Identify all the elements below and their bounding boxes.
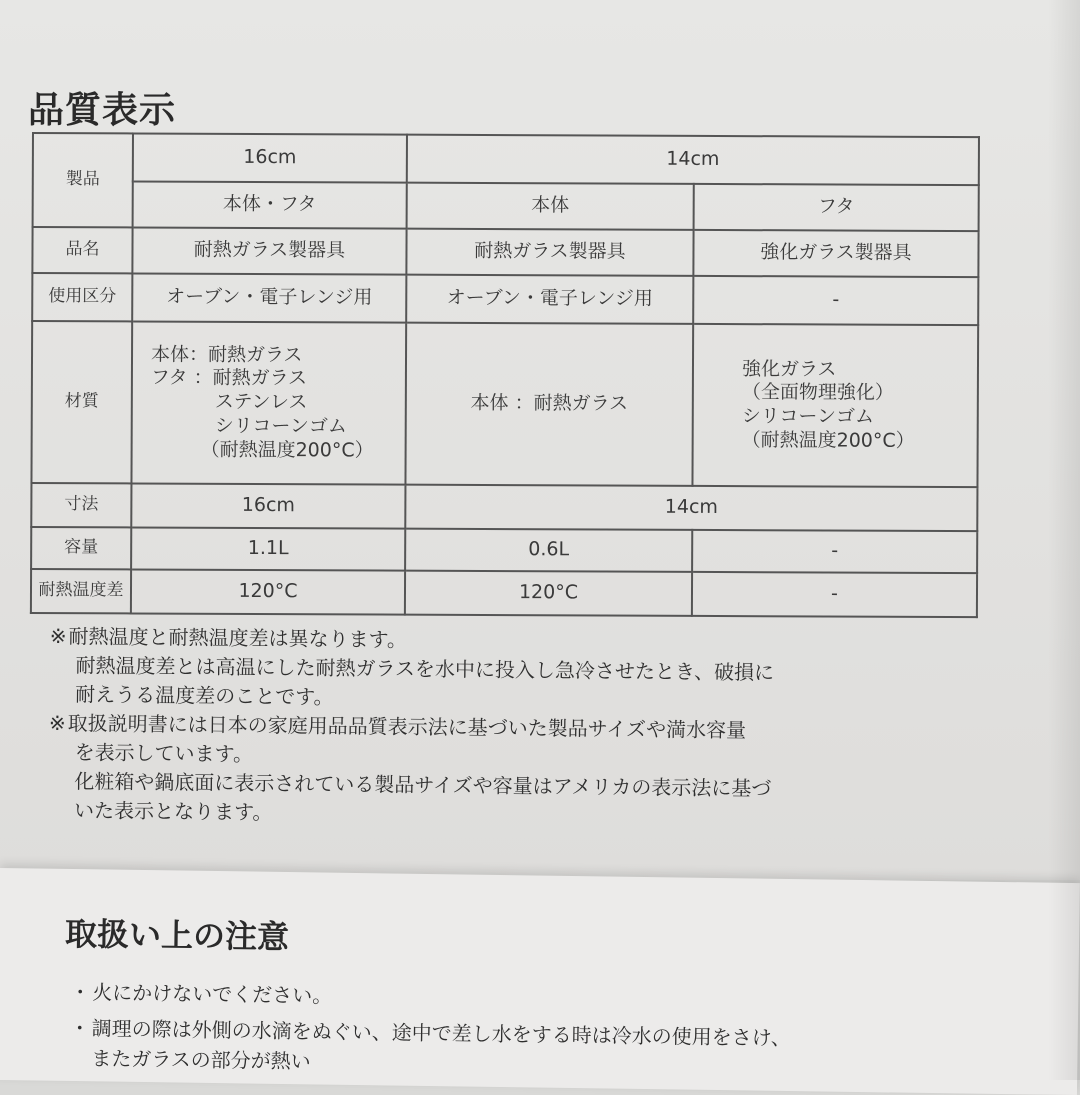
cell-name-16: 耐熱ガラス製器具 [132, 227, 406, 274]
cell-name-lid: 強化ガラス製器具 [693, 230, 978, 277]
footnote-line: 化粧箱や鍋底面に表示されている製品サイズや容量はアメリカの表示法に基づ [74, 769, 772, 801]
footnote [48, 709, 929, 834]
cell-temp-diff-lid: - [692, 572, 977, 617]
footnote-lead: 取扱説明書には日本の家庭用品品質表示法に基づいた製品サイズや満水容量 [67, 711, 747, 743]
precaution-text: 火にかけないでください。 [92, 980, 333, 1008]
table-row [31, 483, 977, 531]
row-label-dimension: 寸法 [31, 483, 131, 527]
table-row [31, 527, 977, 573]
table-row [33, 181, 979, 231]
table-row [31, 569, 977, 617]
cell-usage-lid: - [693, 276, 978, 325]
cell-dimension-14: 14cm [405, 485, 977, 531]
cell-material-lid [692, 324, 978, 487]
material-line: （全面物理強化） [741, 381, 894, 405]
footnote [49, 622, 930, 718]
col-header-16cm: 16cm [133, 133, 407, 182]
footnote-line: いた表示となります。 [73, 798, 273, 825]
footnote-line: を表示しています。 [74, 740, 254, 767]
footnote-mark: ※ [49, 623, 67, 649]
cell-temp-diff-body: 120°C [405, 571, 692, 616]
row-label-capacity: 容量 [31, 527, 131, 569]
cell-material-16 [131, 321, 406, 484]
bullet-mark: ・ [69, 1015, 90, 1041]
page-edge-shadow [1048, 0, 1080, 1080]
list-item [69, 1013, 970, 1086]
footnote-mark: ※ [48, 710, 66, 736]
cell-temp-diff-16: 120°C [131, 569, 405, 614]
cell-material-body: 本体 ：耐熱ガラス [405, 323, 693, 486]
cell-usage-16: オーブン・電子レンジ用 [132, 273, 406, 322]
col-header-14cm: 14cm [407, 135, 979, 185]
cell-dimension-16: 16cm [131, 483, 405, 528]
list-item [70, 977, 970, 1020]
material-line: シリコーンゴム [741, 405, 875, 428]
bullet-mark: ・ [70, 979, 91, 1005]
row-label-temp-diff: 耐熱温度差 [31, 569, 131, 613]
cell-product-body: 本体 [407, 183, 694, 230]
material-line: （耐熱温度200°C） [200, 438, 374, 462]
cell-product-16: 本体・フタ [133, 181, 407, 228]
footnote-line: 耐熱温度差とは高温にした耐熱ガラスを水中に投入し急冷させたとき、破損に [75, 653, 775, 685]
footnote-lead: 耐熱温度と耐熱温度差は異なります。 [68, 624, 408, 652]
precaution-text: 調理の際は外側の水滴をぬぐい、途中で差し水をする時は冷水の使用をさけ、 [91, 1016, 792, 1051]
precaution-continuation: またガラスの部分が熱い [91, 1046, 311, 1074]
spec-table [30, 132, 980, 618]
manual-page-lower [0, 868, 1080, 1095]
row-label-name: 品名 [32, 227, 132, 273]
row-label-usage: 使用区分 [32, 273, 132, 321]
spec-table-wrapper [30, 132, 980, 618]
table-row [32, 273, 978, 325]
cell-name-body: 耐熱ガラス製器具 [406, 229, 693, 276]
cell-capacity-lid: - [692, 530, 977, 573]
cell-product-lid: フタ [694, 184, 979, 231]
row-label-product: 製品 [33, 133, 133, 227]
material-line: （耐熱温度200°C） [741, 428, 915, 452]
cell-capacity-16: 1.1L [131, 527, 405, 570]
cell-capacity-body: 0.6L [405, 529, 692, 572]
table-row [31, 321, 978, 487]
footnote-line: 耐えうる温度差のことです。 [75, 682, 334, 709]
table-row [32, 227, 978, 277]
material-line: フタ ：耐熱ガラス [150, 366, 308, 390]
footnotes [48, 622, 930, 834]
material-line: 本体：耐熱ガラス [150, 343, 303, 366]
quality-label-title: 品質表示 [28, 90, 177, 131]
handling-precautions-title: 取扱い上の注意 [64, 914, 290, 957]
precaution-list [69, 977, 970, 1092]
material-line: ステンレス [214, 390, 308, 414]
cell-usage-body: オーブン・電子レンジ用 [406, 275, 693, 324]
table-row [33, 133, 979, 185]
material-line: シリコーンゴム [214, 414, 348, 438]
material-line: 強化ガラス [741, 357, 837, 381]
row-label-material: 材質 [31, 321, 132, 483]
